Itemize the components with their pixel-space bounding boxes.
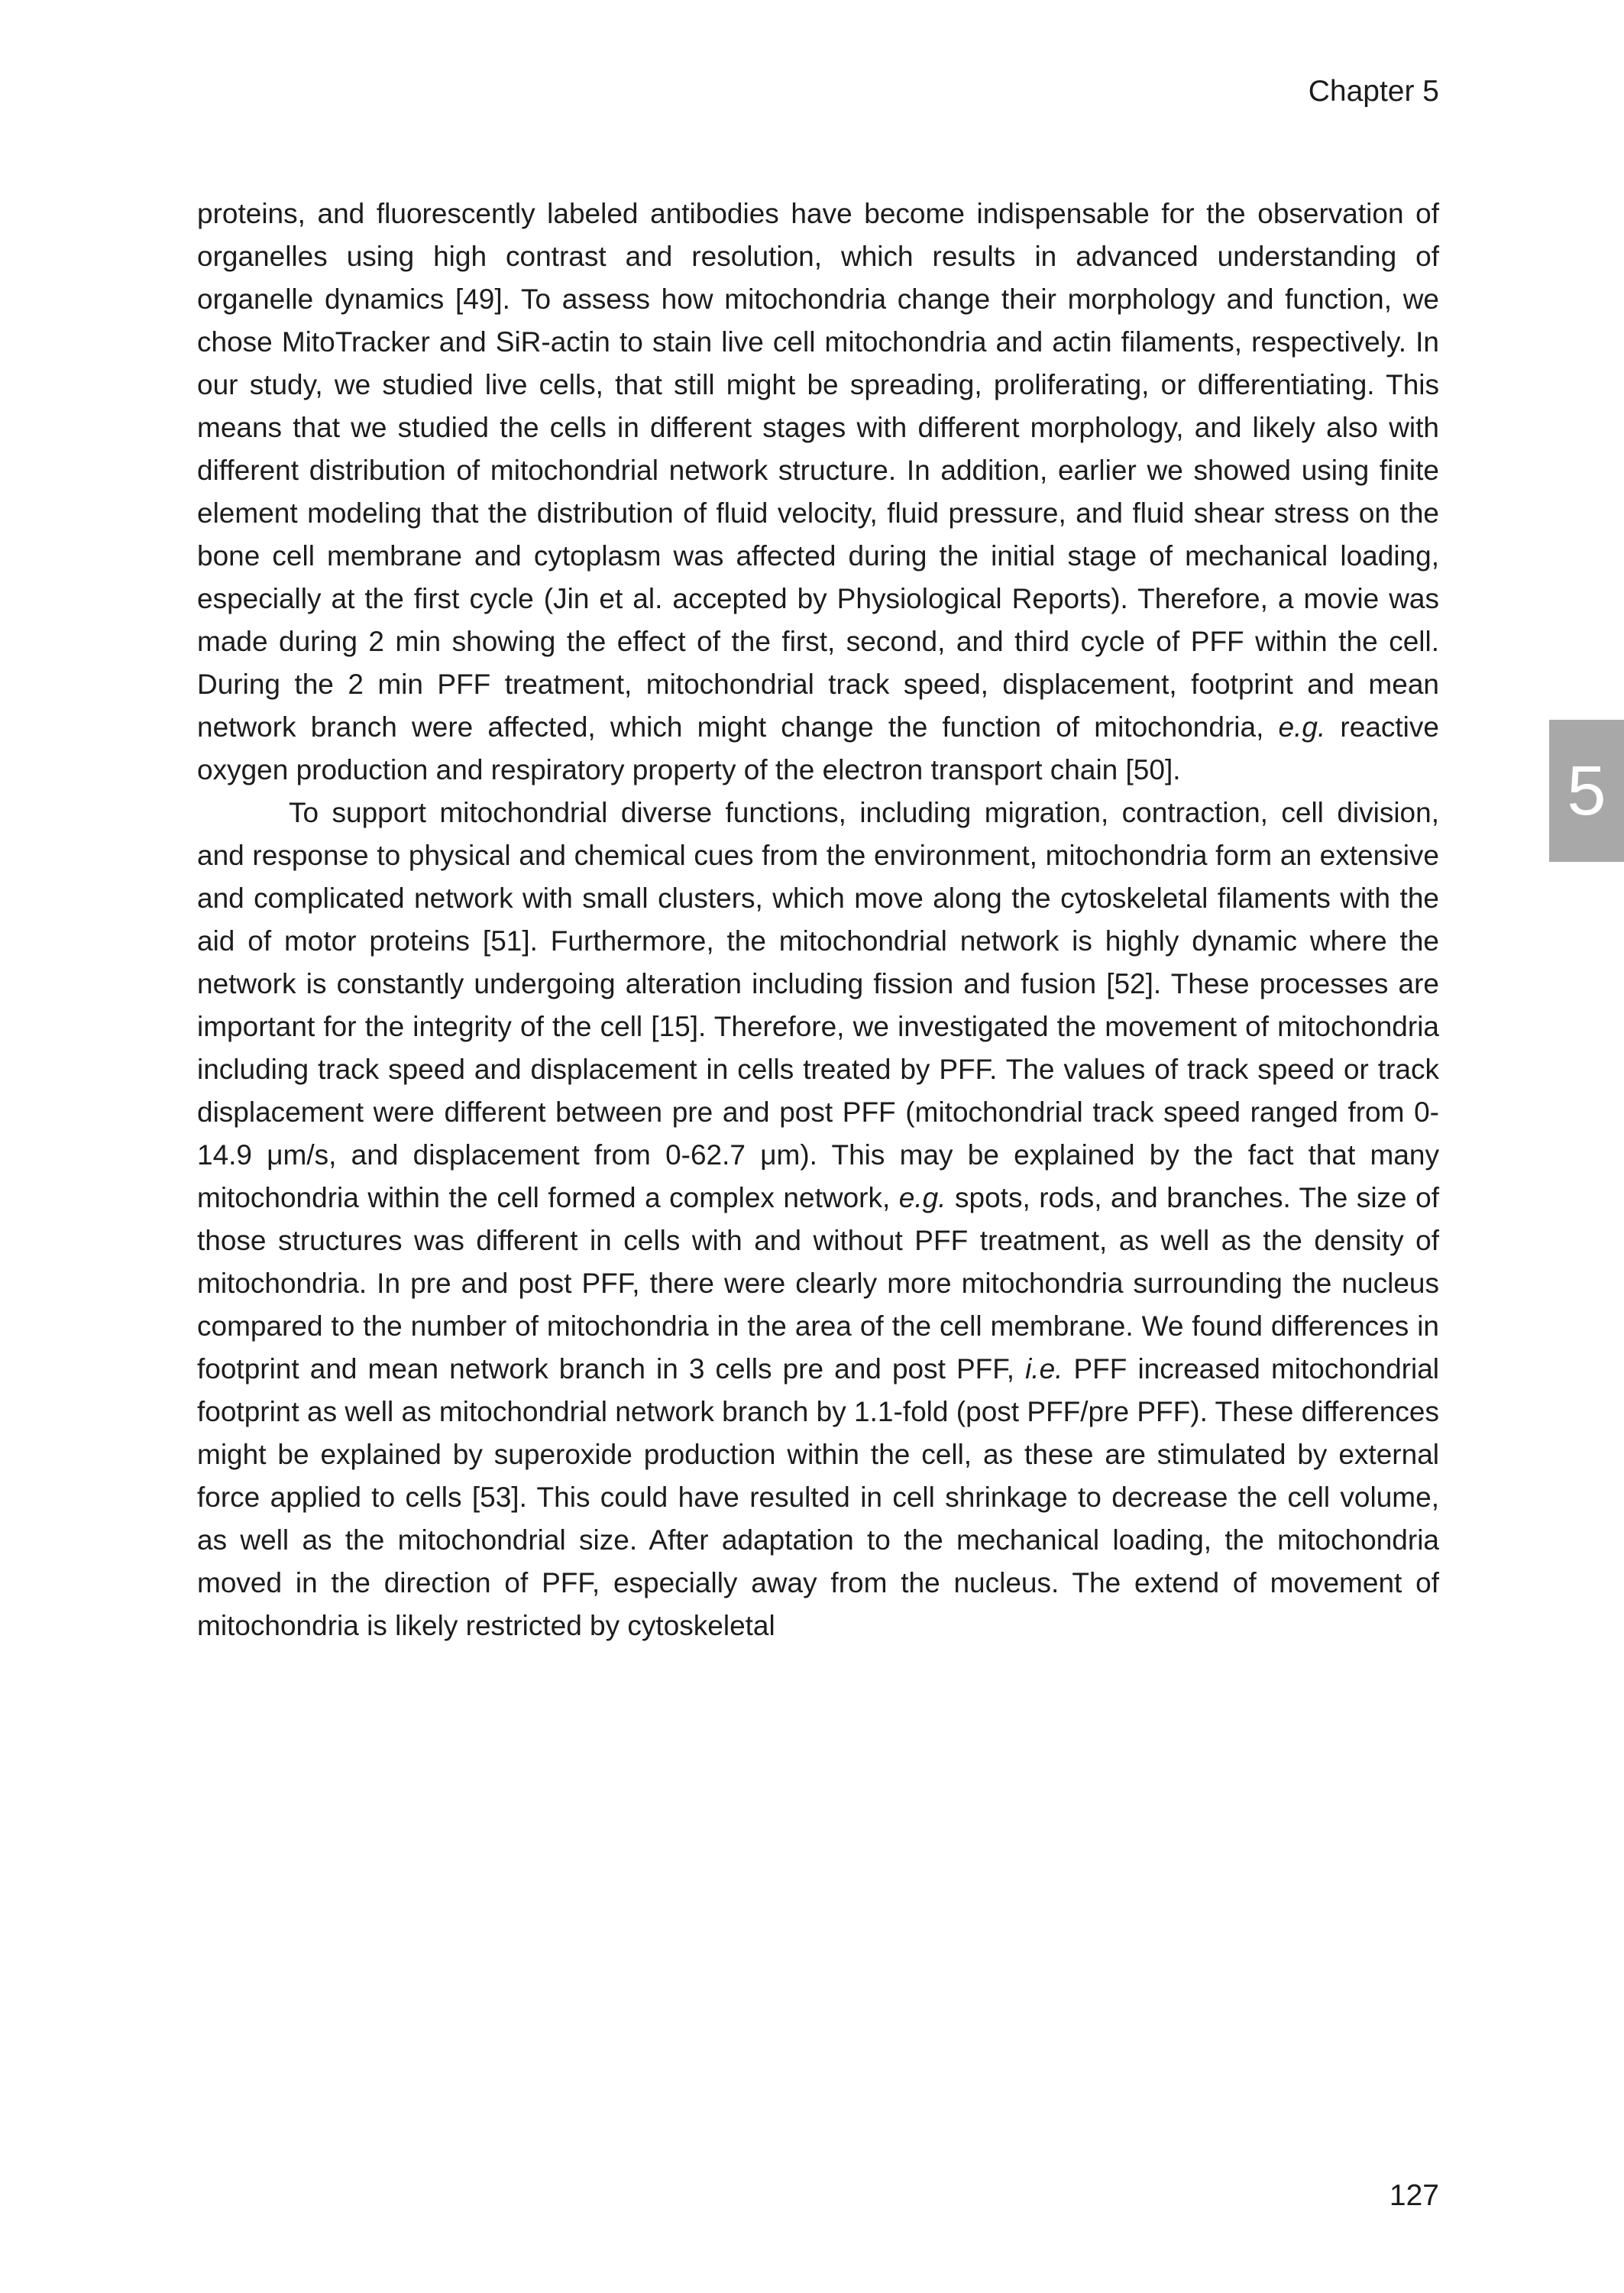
text-segment: spots, rods, and branches. The size of those structures was different in cells with and without PFF treatment, as well as the density of mitochondria. In pre and post PFF, there were clearly more mitochondria surrounding the nucleus compared to the number of mitochondria in the area of the cell membrane. We found differences in footprint and mean network branch in 3 cells pre and post PFF, bbox=[197, 1182, 1439, 1385]
paragraph bbox=[197, 193, 1439, 792]
body-paragraphs bbox=[197, 193, 1439, 1647]
paragraph bbox=[197, 792, 1439, 1647]
text-segment: proteins, and fluorescently labeled antibodies have become indispensable for the observation of organelles using high contrast and resolution, which results in advanced understanding of organelle dynamics [49]. To assess how mitochondria change their morphology and function, we chose MitoTracker and SiR-actin to stain live cell mitochondria and actin filaments, respectively. In our study, we studied live cells, that still might be spreading, proliferating, or differentiating. This means that we studied the cells in different stages with different morphology, and likely also with different distribution of mitochondrial network structure. In addition, earlier we showed using finite element modeling that the distribution of fluid velocity, fluid pressure, and fluid shear stress on the bone cell membrane and cytoplasm was affected during the initial stage of mechanical loading, especially at the first cycle (Jin et al. accepted by Physiological Reports). Therefore, a movie was made during 2 min showing the effect of the first, second, and third cycle of PFF within the cell. During the 2 min PFF treatment, mitochondrial track speed, displacement, footprint and mean network branch were affected, which might change the function of mitochondria, bbox=[197, 198, 1439, 743]
text-segment: PFF increased mitochondrial footprint as well as mitochondrial network branch by 1.1-fold (post PFF/pre PFF). These differences might be explained by superoxide production within the cell, as these are stimulated by external force applied to cells [53]. This could have resulted in cell shrinkage to decrease the cell volume, as well as the mitochondrial size. After adaptation to the mechanical loading, the mitochondria moved in the direction of PFF, especially away from the nucleus. The extend of movement of mitochondria is likely restricted by cytoskeletal bbox=[197, 1353, 1439, 1641]
chapter-side-tab: 5 bbox=[1549, 720, 1624, 862]
text-segment: To support mitochondrial diverse functions, including migration, contraction, cell division, and response to physical and chemical cues from the environment, mitochondria form an extensive and complicated network with small clusters, which move along the cytoskeletal filaments with the aid of motor proteins [51]. Furthermore, the mitochondrial network is highly dynamic where the network is constantly undergoing alteration including fission and fusion [52]. These processes are important for the integrity of the cell [15]. Therefore, we investigated the movement of mitochondria including track speed and displacement in cells treated by PFF. The values of track speed or track displacement were different between pre and post PFF (mitochondrial track speed ranged from 0-14.9 μm/s, and displacement from 0-62.7 μm). This may be explained by the fact that many mitochondria within the cell formed a complex network, bbox=[197, 797, 1439, 1213]
running-header-chapter: Chapter 5 bbox=[1308, 75, 1439, 108]
page-number: 127 bbox=[1389, 2179, 1439, 2212]
italic-text-segment: i.e. bbox=[1025, 1353, 1063, 1385]
italic-text-segment: e.g. bbox=[1278, 711, 1326, 743]
italic-text-segment: e.g. bbox=[898, 1182, 946, 1213]
text-segment: reactive oxygen production and respiratory property of the electron transport chain [50]. bbox=[197, 711, 1439, 785]
